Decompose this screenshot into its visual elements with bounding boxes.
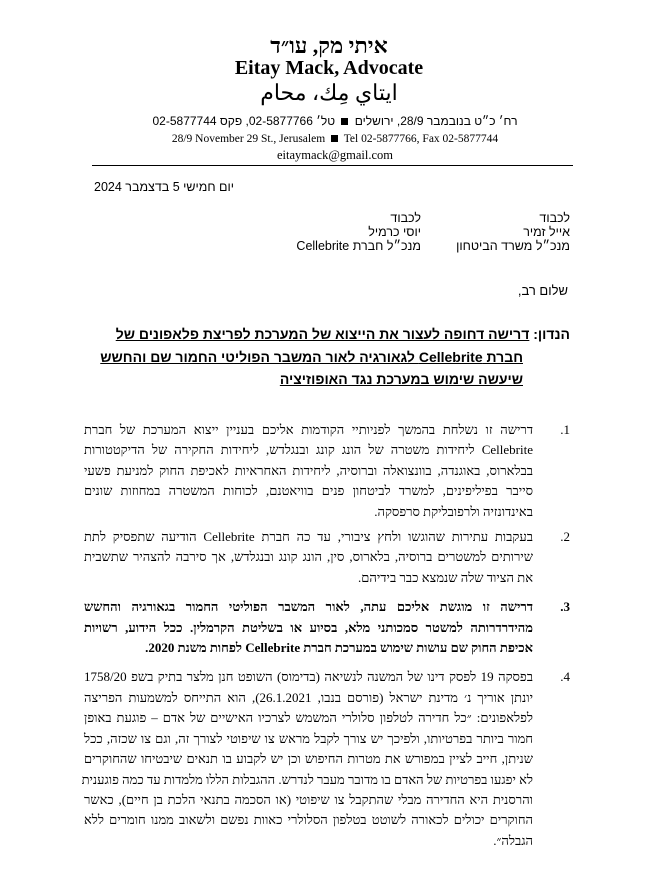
paragraph-line: באינדונזיה ולרפובליקת סרפסקה. — [374, 503, 533, 519]
paragraph-line: דרישה זו מוגשת אליכם עתה, לאור המשבר הפוליטי החמור בגאורגיה והחשש — [84, 599, 533, 615]
paragraph-item — [84, 420, 570, 522]
paragraph-line: שניתן, חייב לציין במפורש את מטרות החיפוש וכן יש לקבוע בו תנאים שיבטיחו שהחוקרים — [84, 751, 533, 767]
paragraph-number: 1. — [560, 422, 570, 437]
recipient-salutation: לכבוד — [539, 211, 570, 225]
phone-english: Tel 02-5877766, Fax 02-5877744 — [343, 133, 499, 145]
paragraph-line: סייבר בפיליפינים, למשרד לביטחון פנים בוויאטנם, לכוחות המשטרה במחוזות שונים — [84, 483, 533, 499]
letter-date: יום חמישי 5 בדצמבר 2024 — [94, 180, 235, 194]
paragraph-item — [81, 667, 570, 851]
recipient-salutation: לכבוד — [390, 211, 421, 225]
paragraph-item — [84, 527, 570, 588]
recipient-block — [296, 211, 421, 253]
recipient-name: אייל זמיר — [523, 225, 570, 239]
phone-hebrew: טל׳ 02-5877766, פקס 02-5877744 — [152, 114, 336, 128]
paragraph-line: את הציוד שלה שנמצא כבר בידיהם. — [358, 569, 533, 585]
paragraph-number: 4. — [560, 669, 570, 685]
paragraph-line: דרישה זו נשלחת בהמשך לפניותיי הקודמות אליכם בעניין ייצוא המערכת של חברת — [84, 422, 533, 437]
paragraph-line: שירותים למשטרים ברוסיה, בלארוס, סין, הונג קונג ובנגלדש, אך סירבה להצהיר שתשבית — [84, 549, 533, 565]
letterhead-contact-hebrew — [150, 114, 520, 129]
paragraph-line: והרסנית היא החדירה מבלי שהתקבל צו שיפוטי (או הסכמה בתנאי הלכת בן חיים), כאשר — [84, 791, 533, 807]
paragraph-number: 3. — [560, 599, 570, 615]
recipient-title: מנכ״ל משרד הביטחון — [456, 239, 570, 253]
numbered-paragraphs — [81, 420, 570, 851]
letterhead-divider — [92, 165, 573, 166]
paragraph-item — [84, 597, 570, 658]
letterhead-name-hebrew: איתי מק, עו״ד — [270, 33, 388, 58]
subject-line: שיעשה שימוש במערכת נגד האופוזיציה — [279, 371, 523, 387]
subject-line: דרישה דחופה לעצור את הייצוא של המערכת לפריצת פלאפונים של — [115, 326, 530, 342]
recipient-block — [456, 211, 570, 253]
paragraph-line: לפלאפונים: ״כל חדירה לטלפון סלולרי המשמש לצרכיו האישיים של אדם – פוגעת באופן — [84, 710, 533, 726]
paragraph-line: אכיפת החוק שם עושות שימוש במערכת חברת Cellebrite לפחות משנת 2020. — [145, 640, 533, 656]
letterhead-email[interactable]: eitaymack@gmail.com — [277, 148, 393, 162]
letterhead-name-english: Eitay Mack, Advocate — [234, 57, 424, 79]
paragraph-line: בעקבות עתירות שהוגשו ולחץ ציבורי, עד כה חברת Cellebrite הודיעה שתפסיק לתת — [84, 529, 533, 545]
paragraph-line: החוקרים יכולים לכאורה לשוטט בטלפון הסלולרי כאוות נפשם ולשאוב ממנו חומרים ללא — [84, 812, 533, 828]
recipient-title: מנכ״ל חברת Cellebrite — [296, 239, 421, 253]
letterhead-name-arabic: ايتاي مِك، محام — [260, 80, 398, 105]
paragraph-number: 2. — [560, 529, 570, 545]
separator-square-icon — [341, 118, 348, 125]
subject-line: חברת Cellebrite לגאורגיה לאור המשבר הפוליטי החמור שם והחשש — [100, 348, 523, 365]
address-english: 28/9 November 29 St., Jerusalem — [171, 133, 326, 145]
paragraph-line: מהידרדרותה למשטר סמכותני מלא, בסיוע או בשליטת הקרמלין. ככל הידוע, רשויות — [84, 619, 533, 635]
paragraph-line: Cellebrite ליחידות משטרה של הונג קונג ובנגלדש, ליחידות החקירה של הדיקטטורות — [84, 442, 533, 458]
subject-block — [100, 323, 570, 391]
subject-label: הנדון: — [533, 326, 570, 342]
paragraph-line: לא יפגעו בפרטיות של האדם בו מדובר מעבר לנדרש. ההגבלות הללו מלמדות עד כמה פוגענית — [81, 771, 533, 787]
recipient-name: יוסי כרמיל — [368, 225, 421, 239]
paragraph-line: הגבלה״. — [493, 832, 533, 848]
paragraph-line: חמור ביותר בפרטיותו, ולפיכך יש צורך לקבל מראש צו שיפוטי לצורך זה, וגם צו שכזה, ככל — [84, 730, 533, 746]
letterhead-contact-english — [150, 132, 520, 146]
paragraph-line: בפסקה 19 לפסק דינו של המשנה לנשיאה (בדימוס) השופט חנן מלצר בתיק בשפ 1758/20 — [84, 669, 533, 685]
paragraph-line: בבלארוס, באוגנדה, בוונצואלה וברוסיה, ליחידות האחראיות לאכיפת החוק למניעת פשעי — [84, 462, 533, 478]
paragraph-line: יונתן אוריך נ׳ מדינת ישראל (פורסם בנבו, 26.1.2021), הוא התייחס למשמעות הפריצה — [84, 689, 533, 705]
separator-square-icon — [331, 135, 338, 142]
greeting: שלום רב, — [517, 283, 568, 298]
address-hebrew: רח׳ כ״ט בנובמבר 28/9, ירושלים — [354, 114, 518, 128]
